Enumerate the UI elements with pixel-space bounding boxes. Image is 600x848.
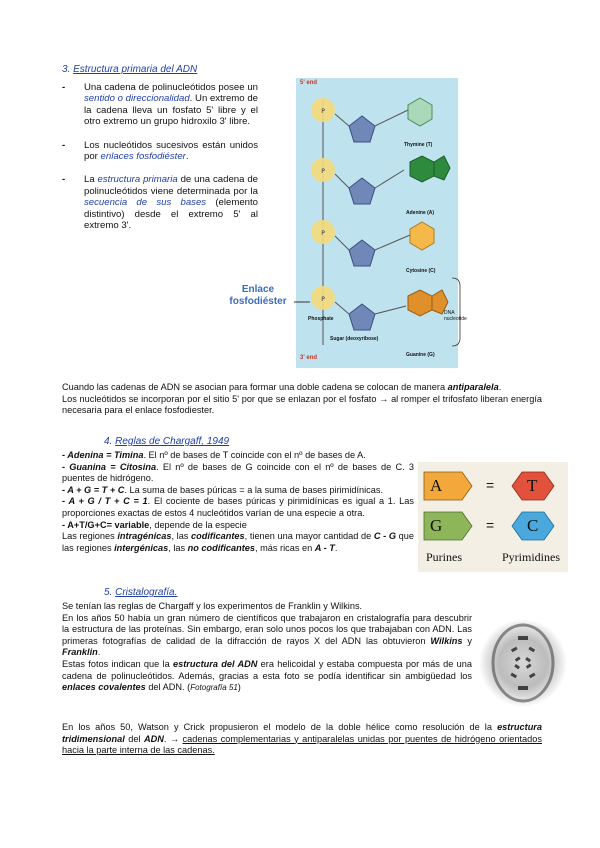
rule-item: - Guanina = Citosina. El nº de bases de G coincide con el nº de bases de C. 3 puentes de hidrógeno. bbox=[62, 461, 414, 484]
rule-item: - A + G / T + C = 1. El cociente de bases púricas y pirimidínicas es igual a 1. Las proporciones exactas de estos 4 nucleótidos varían de una especie a otra. bbox=[62, 496, 414, 518]
svg-text:P: P bbox=[321, 108, 325, 115]
cytosine-label: Cytosine (C) bbox=[406, 268, 436, 274]
dna-nucleotide-diagram bbox=[210, 70, 468, 370]
guanine-base bbox=[408, 290, 448, 316]
g-label: G bbox=[430, 516, 443, 535]
thymine-label: Thymine (T) bbox=[404, 142, 433, 148]
crystallography-paragraph: En los años 50 había un gran número de científicos que trabajaron en cristalografía para descubrir la estructura de las proteínas. Sin embargo, eran solo unos pocos los que trabajaban con ADN. Las primeras fotografías de calidad de la difracción de rayos X del ADN las obtuvieron Wilkins y Franklin. bbox=[62, 612, 472, 658]
rule-item: - A + G = T + C. La suma de bases púricas = a la suma de bases pirimidínicas. bbox=[62, 484, 384, 495]
nucleotide-label: DNA nucleotide bbox=[444, 310, 467, 322]
t-label: T bbox=[527, 476, 538, 495]
section-4-heading: 4. Reglas de Chargaff, 1949 bbox=[104, 436, 230, 447]
equals-sign: = bbox=[486, 517, 495, 533]
adenine-base bbox=[410, 156, 450, 182]
section-title: Estructura primaria del ADN bbox=[73, 64, 198, 75]
bullet-item: - La estructura primaria de una cadena de polinucleótidos viene determinada por la secuencia de sus bases (elemento distintivo) desde el extremo 5' al extremo 3'. bbox=[62, 174, 259, 232]
five-prime-label: 5' end bbox=[300, 80, 318, 86]
svg-text:P: P bbox=[321, 230, 325, 237]
watson-crick-paragraph: En los años 50, Watson y Crick propusieron el modelo de la doble hélice como resolución de la estructura tridimensional del ADN. → cadenas complementarias y antiparalelas unidas por puentes de hidrógeno orientados hacia la parte interna de las cadenas. bbox=[62, 722, 542, 756]
bullet-item: - Una cadena de polinucleótidos posee un sentido o direccionalidad. Un extremo de la cadena lleva un fosfato 5' libre y el otro extremo un grupo hidroxilo 3' libre. bbox=[62, 82, 258, 128]
c-label: C bbox=[527, 516, 539, 535]
photo-51-image bbox=[478, 618, 568, 708]
chargaff-rules bbox=[62, 450, 414, 554]
xray-paragraph: Estas fotos indican que la estructura del ADN era helicoidal y estaba compuesta por más de una cadena de polinucleótidos. Además, gracias a esta foto se podía identificar sin ambigüedad los enlaces covalentes del ADN. (Fotografía 51) bbox=[62, 658, 472, 693]
pyrimidines-label: Pyrimidines bbox=[502, 550, 561, 564]
bullet-item: - Los nucleótidos sucesivos están unidos por enlaces fosfodiéster. bbox=[62, 139, 258, 163]
rule-item: - Adenina = Timina. El nº de bases de T coincide con el nº de bases de A. bbox=[62, 450, 366, 460]
base-pairing-figure bbox=[418, 462, 568, 572]
purines-label: Purines bbox=[426, 550, 462, 564]
regions-text: Las regiones intragénicas, las codificantes, tienen una mayor cantidad de C - G que las regiones intergénicas, las no codificantes, más ricas en A - T. bbox=[62, 531, 414, 553]
equals-sign: = bbox=[486, 477, 495, 493]
antiparallel-paragraph: Cuando las cadenas de ADN se asocian para formar una doble cadena se colocan de manera antiparalela. Los nucleótidos se incorporan por el sitio 5' por que se enlazan por el fosfato → al romper el trifosfato liberan energía necesaria para el enlace fosfodiester. bbox=[62, 382, 542, 416]
phosphate-label: Phosphate bbox=[308, 316, 334, 322]
three-prime-label: 3' end bbox=[300, 355, 318, 361]
a-label: A bbox=[430, 476, 443, 495]
crystallography-text: Se tenían las reglas de Chargaff y los experimentos de Franklin y Wilkins. En los años 50 había un gran número de científicos que trabajaron en cristalografía para descubrir la estructura de las proteínas. Sin embargo, eran solo unos pocos los que trabajaban con ADN. Las primeras fotografías de calidad de la difracción de rayos X del ADN las obtuvieron Wilkins y Franklin. Estas fotos indican que la estructura del ADN era helicoidal y estaba compuesta por más de una cadena de polinucleótidos. Además, gracias a esta foto se podía identificar sin ambigüedad los enlaces covalentes del ADN. (Fotografía 51) bbox=[62, 601, 472, 693]
section-number: 3. bbox=[62, 64, 71, 75]
sugar-label: Sugar (deoxyribose) bbox=[330, 336, 379, 342]
svg-text:P: P bbox=[321, 296, 325, 303]
svg-text:P: P bbox=[321, 168, 325, 175]
section-5-heading: 5. Cristalografía. bbox=[104, 587, 178, 598]
bond-label: Enlace fosfodiéster bbox=[229, 284, 287, 307]
guanine-label: Guanine (G) bbox=[406, 352, 435, 358]
adenine-label: Adenine (A) bbox=[406, 210, 435, 216]
section-3-heading bbox=[62, 64, 197, 75]
rule-item: - A+T/G+C= variable, depende de la especie bbox=[62, 519, 247, 530]
